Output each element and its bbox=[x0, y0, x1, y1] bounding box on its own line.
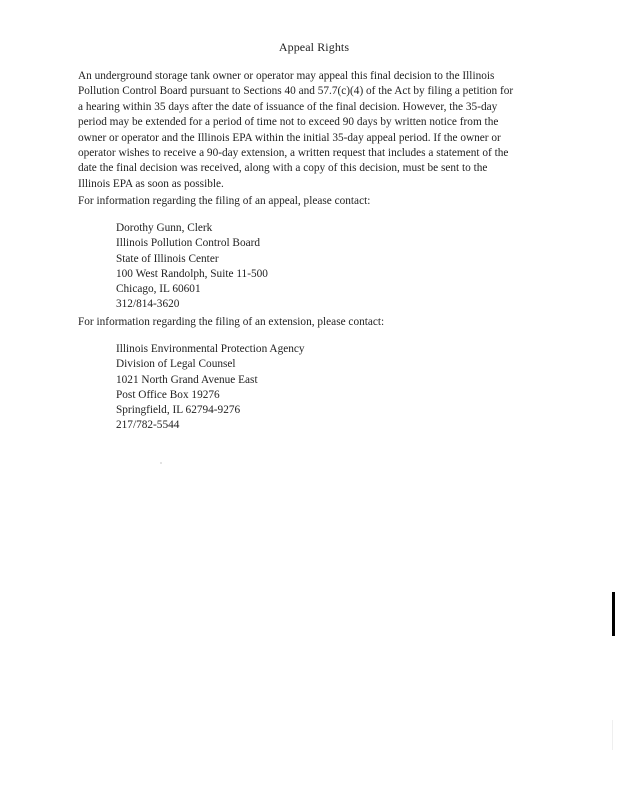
address-line: State of Illinois Center bbox=[116, 252, 219, 265]
address-line: 100 West Randolph, Suite 11-500 bbox=[116, 267, 268, 280]
address-line: Dorothy Gunn, Clerk bbox=[116, 222, 213, 234]
address-line: 217/782-5544 bbox=[116, 419, 180, 432]
appeal-rights-paragraph bbox=[78, 69, 523, 192]
address-line: Springfield, IL 62794-9276 bbox=[116, 404, 241, 417]
paragraph-line: operator wishes to receive a 90-day extension, a written request that includes a statement of the bbox=[78, 147, 509, 160]
paragraph-line: owner or operator and the Illinois EPA within the initial 35-day appeal period. If the owner or bbox=[78, 131, 501, 144]
address-line: Illinois Environmental Protection Agency bbox=[116, 343, 305, 355]
paragraph-line: a hearing within 35 days after the date of issuance of the final decision. However, the 35-day bbox=[78, 100, 498, 113]
extension-contact-intro: For information regarding the filing of an extension, please contact: bbox=[78, 316, 385, 328]
paragraph-line: Pollution Control Board pursuant to Sections 40 and 57.7(c)(4) of the Act by filing a petition for bbox=[78, 85, 514, 98]
pollution-control-board-address bbox=[116, 221, 268, 313]
address-line: Post Office Box 19276 bbox=[116, 388, 220, 401]
illinois-epa-address bbox=[116, 342, 305, 434]
paragraph-line: period may be extended for a period of time not to exceed 90 days by written notice from the bbox=[78, 116, 499, 129]
address-line: Division of Legal Counsel bbox=[116, 358, 236, 371]
address-line: 1021 North Grand Avenue East bbox=[116, 373, 258, 386]
paragraph-line: Illinois EPA as soon as possible. bbox=[78, 177, 224, 190]
address-line: 312/814-3620 bbox=[116, 298, 180, 311]
scan-speck bbox=[612, 720, 613, 750]
appeal-contact-intro: For information regarding the filing of an appeal, please contact: bbox=[78, 195, 371, 207]
paragraph-line: date the final decision was received, along with a copy of this decision, must be sent to the bbox=[78, 162, 488, 175]
scan-edge-mark bbox=[612, 592, 615, 636]
scan-speck bbox=[160, 462, 162, 464]
address-line: Illinois Pollution Control Board bbox=[116, 237, 261, 250]
paragraph-line: An underground storage tank owner or operator may appeal this final decision to the Illinois bbox=[78, 70, 495, 82]
page-title: Appeal Rights bbox=[278, 40, 350, 54]
address-line: Chicago, IL 60601 bbox=[116, 283, 201, 296]
